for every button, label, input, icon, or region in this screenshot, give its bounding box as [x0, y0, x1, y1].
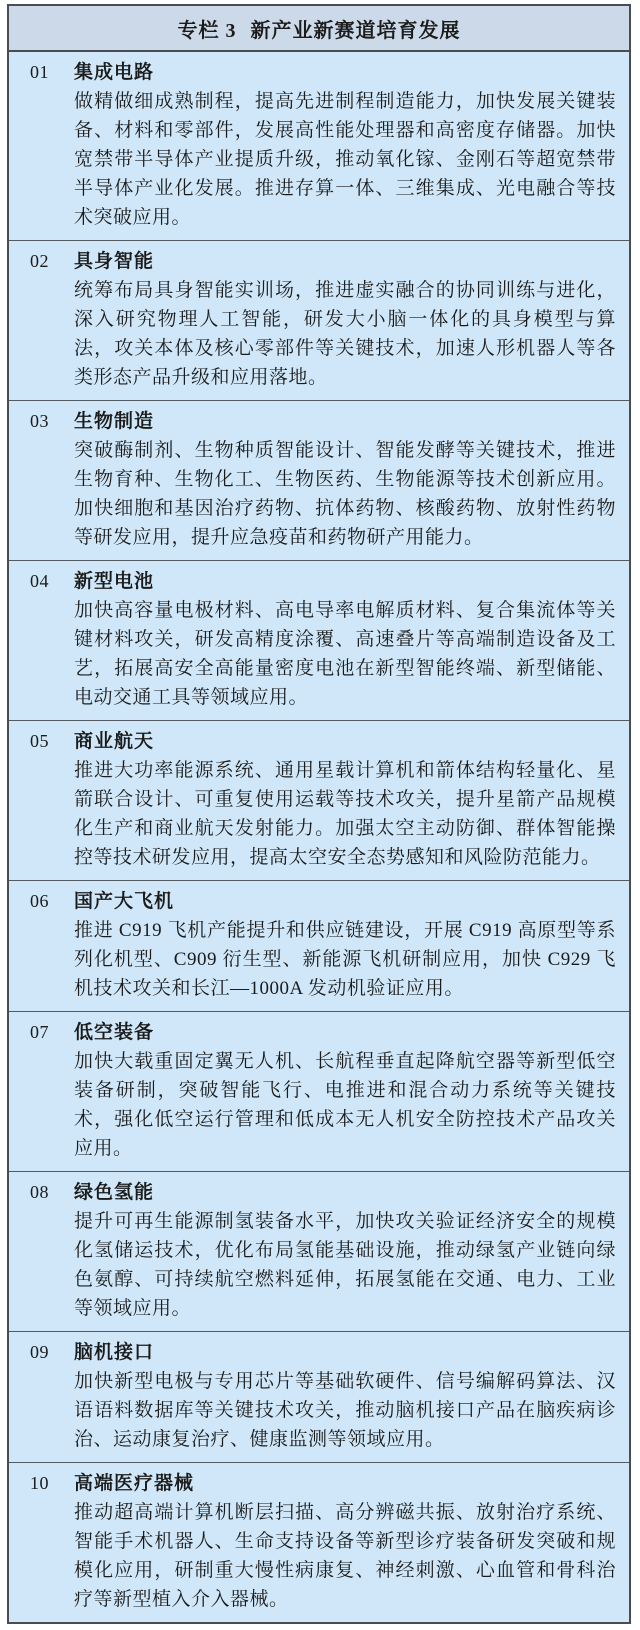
- item-body: 做精做细成熟制程，提高先进制程制造能力，加快发展关键装备、材料和零部件，发展高性能处理器和高密度存储器。加快宽禁带半导体产业提质升级，推动氧化镓、金刚石等超宽禁带半导体产业化发展。推进存算一体、三维集成、光电融合等技术突破应用。: [74, 91, 616, 228]
- feature-box: [7, 4, 631, 1624]
- item-body: 推动超高端计算机断层扫描、高分辨磁共振、放射治疗系统、智能手术机器人、生命支持设备等新型诊疗装备研发突破和规模化应用，研制重大慢性病康复、神经刺激、心血管和骨科治疗等新型植入介入器械。: [74, 1502, 616, 1610]
- panel-row-03: [9, 400, 629, 560]
- item-body: 加快新型电极与专用芯片等基础软硬件、信号编解码算法、汉语语料数据库等关键技术攻关，推动脑机接口产品在脑疾病诊治、运动康复治疗、健康监测等领域应用。: [74, 1371, 616, 1450]
- item-title: 绿色氢能: [74, 1182, 155, 1203]
- item-body: 加快大载重固定翼无人机、长航程垂直起降航空器等新型低空装备研制，突破智能飞行、电推进和混合动力系统等关键技术，强化低空运行管理和低成本无人机安全防控技术产品攻关应用。: [74, 1051, 616, 1159]
- item-title: 集成电路: [74, 62, 155, 83]
- item-body: 推进大功率能源系统、通用星载计算机和箭体结构轻量化、星箭联合设计、可重复使用运载等技术攻关，提升星箭产品规模化生产和商业航天发射能力。加强太空主动防御、群体智能操控等技术研发应用，提高太空安全态势感知和风险防范能力。: [74, 760, 616, 868]
- panel-title: [9, 6, 629, 52]
- panel-row-04: [9, 560, 629, 720]
- item-body: 突破酶制剂、生物种质智能设计、智能发酵等关键技术，推进生物育种、生物化工、生物医药、生物能源等技术创新应用。加快细胞和基因治疗药物、抗体药物、核酸药物、放射性药物等研发应用，提升应急疫苗和药物研产用能力。: [74, 440, 616, 548]
- panel-row-02: [9, 240, 629, 400]
- item-number: 07: [30, 1022, 49, 1042]
- panel-row-06: [9, 880, 629, 1011]
- item-number: 08: [30, 1182, 49, 1202]
- item-number: 06: [30, 891, 49, 911]
- panel-row-01: [9, 52, 629, 240]
- item-title: 新型电池: [74, 571, 155, 592]
- panel-row-10: [9, 1462, 629, 1622]
- item-body: 统筹布局具身智能实训场，推进虚实融合的协同训练与进化，深入研究物理人工智能，研发大小脑一体化的具身模型与算法，攻关本体及核心零部件等关键技术，加速人形机器人等各类形态产品升级和应用落地。: [74, 280, 616, 388]
- item-title: 具身智能: [74, 251, 155, 272]
- panel-row-07: [9, 1011, 629, 1171]
- item-number: 09: [30, 1342, 49, 1362]
- panel-row-05: [9, 720, 629, 880]
- panel-row-09: [9, 1331, 629, 1462]
- item-title: 脑机接口: [74, 1342, 155, 1363]
- item-number: 01: [30, 62, 49, 82]
- item-title: 国产大飞机: [74, 891, 175, 912]
- item-number: 03: [30, 411, 49, 431]
- item-number: 04: [30, 571, 49, 591]
- item-number: 02: [30, 251, 49, 271]
- item-body: 推进 C919 飞机产能提升和供应链建设，开展 C919 高原型等系列化机型、C909 衍生型、新能源飞机研制应用，加快 C929 飞机技术攻关和长江—1000A 发动机验证应用。: [74, 920, 616, 999]
- item-body: 提升可再生能源制氢装备水平，加快攻关验证经济安全的规模化氢储运技术，优化布局氢能基础设施，推动绿氢产业链向绿色氨醇、可持续航空燃料延伸，拓展氢能在交通、电力、工业等领域应用。: [74, 1211, 616, 1319]
- item-number: 10: [30, 1473, 49, 1493]
- panel-title-prefix: 专栏 3: [177, 20, 237, 42]
- item-title: 低空装备: [74, 1022, 155, 1043]
- item-title: 生物制造: [74, 411, 155, 432]
- item-body: 加快高容量电极材料、高电导率电解质材料、复合集流体等关键材料攻关，研发高精度涂覆、高速叠片等高端制造设备及工艺，拓展高安全高能量密度电池在新型智能终端、新型储能、电动交通工具等领域应用。: [74, 600, 616, 708]
- item-title: 商业航天: [74, 731, 155, 752]
- panel-title-main: 新产业新赛道培育发展: [250, 20, 461, 42]
- panel-row-08: [9, 1171, 629, 1331]
- item-number: 05: [30, 731, 49, 751]
- item-title: 高端医疗器械: [74, 1473, 195, 1494]
